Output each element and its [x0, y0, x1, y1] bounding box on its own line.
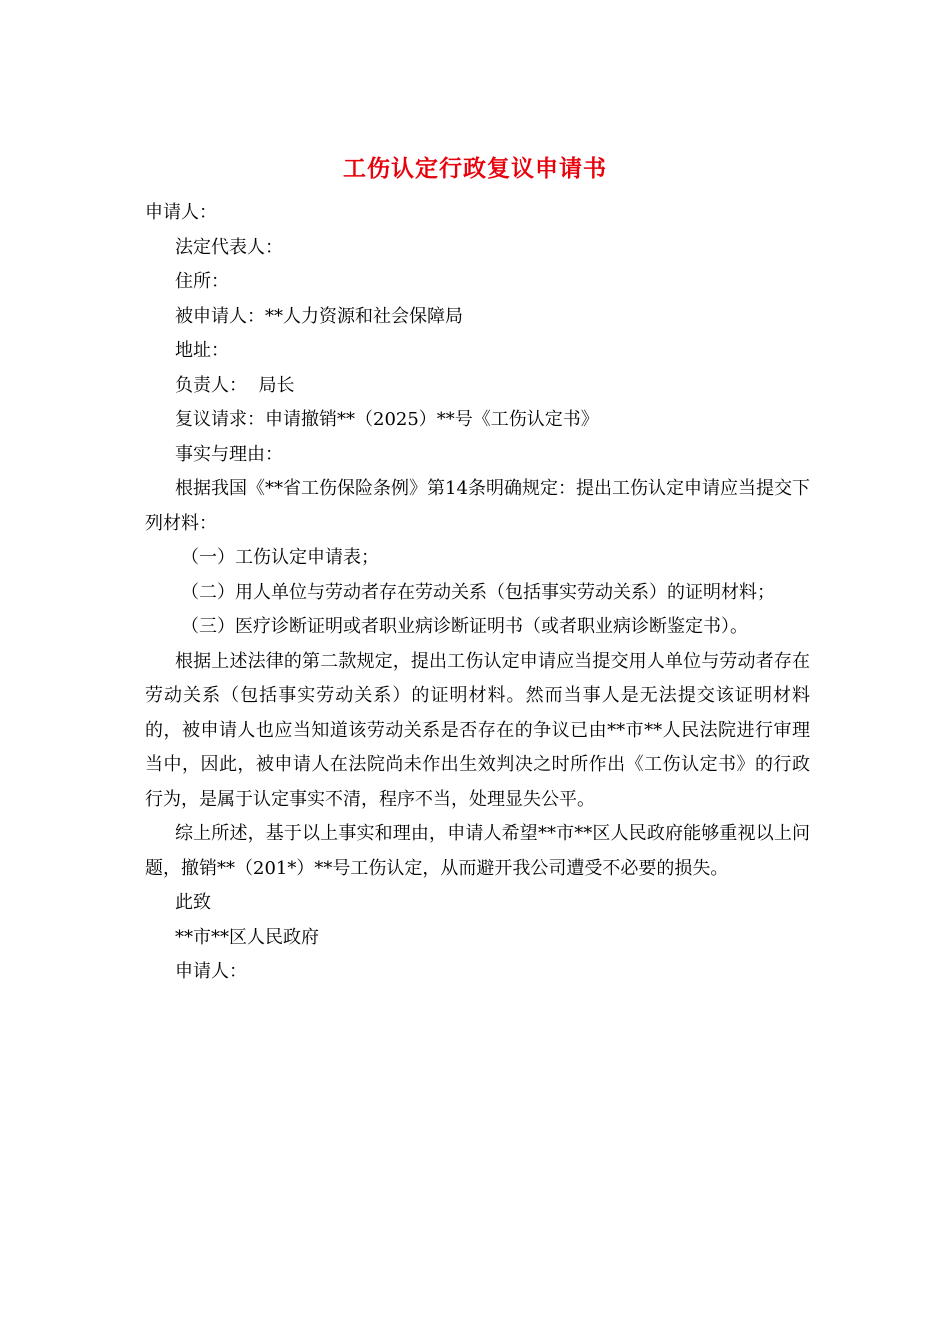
- respondent-line: 被申请人：**人力资源和社会保障局: [175, 305, 463, 327]
- person-in-charge-line: 负责人： 局长: [175, 374, 295, 396]
- salutation-line: 此致: [175, 892, 211, 913]
- respondent-address-line: 地址：: [175, 340, 229, 361]
- list-item-1: （一）工伤认定申请表；: [181, 547, 379, 568]
- request-line: 复议请求：申请撤销**（2025）**号《工伤认定书》: [175, 409, 599, 430]
- list-item-2: （二）用人单位与劳动者存在劳动关系（包括事实劳动关系）的证明材料；: [181, 581, 775, 603]
- paragraph-reasoning: 根据上述法律的第二款规定，提出工伤认定申请应当提交用人单位与劳动者存在劳动关系（包括事实劳动关系）的证明材料。然而当事人是无法提交该证明材料的，被申请人也应当知道该劳动关系是否存在的争议已由**市**人民法院进行审理当中，因此，被申请人在法院尚未作出生效判决之时所作出《工伤认定书》的行政行为，是属于认定事实不清，程序不当，处理显失公平。: [145, 650, 810, 810]
- signature-line: 申请人：: [175, 961, 247, 982]
- facts-heading: 事实与理由：: [175, 443, 283, 465]
- document-title: 工伤认定行政复议申请书: [343, 155, 607, 182]
- document-body: [145, 196, 810, 990]
- paragraph-conclusion: 综上所述，基于以上事实和理由，申请人希望**市**区人民政府能够重视以上问题，撤销**（201*）**号工伤认定，从而避开我公司遭受不必要的损失。: [145, 823, 810, 879]
- recipient-line: **市**区人民政府: [175, 926, 319, 948]
- paragraph-regulation: 根据我国《**省工伤保险条例》第14条明确规定：提出工伤认定申请应当提交下列材料：: [145, 478, 810, 534]
- address-line: 住所：: [175, 271, 229, 292]
- list-item-3: （三）医疗诊断证明或者职业病诊断证明书（或者职业病诊断鉴定书）。: [181, 616, 748, 637]
- applicant-line: 申请人：: [145, 202, 217, 223]
- legal-representative-line: 法定代表人：: [175, 236, 283, 258]
